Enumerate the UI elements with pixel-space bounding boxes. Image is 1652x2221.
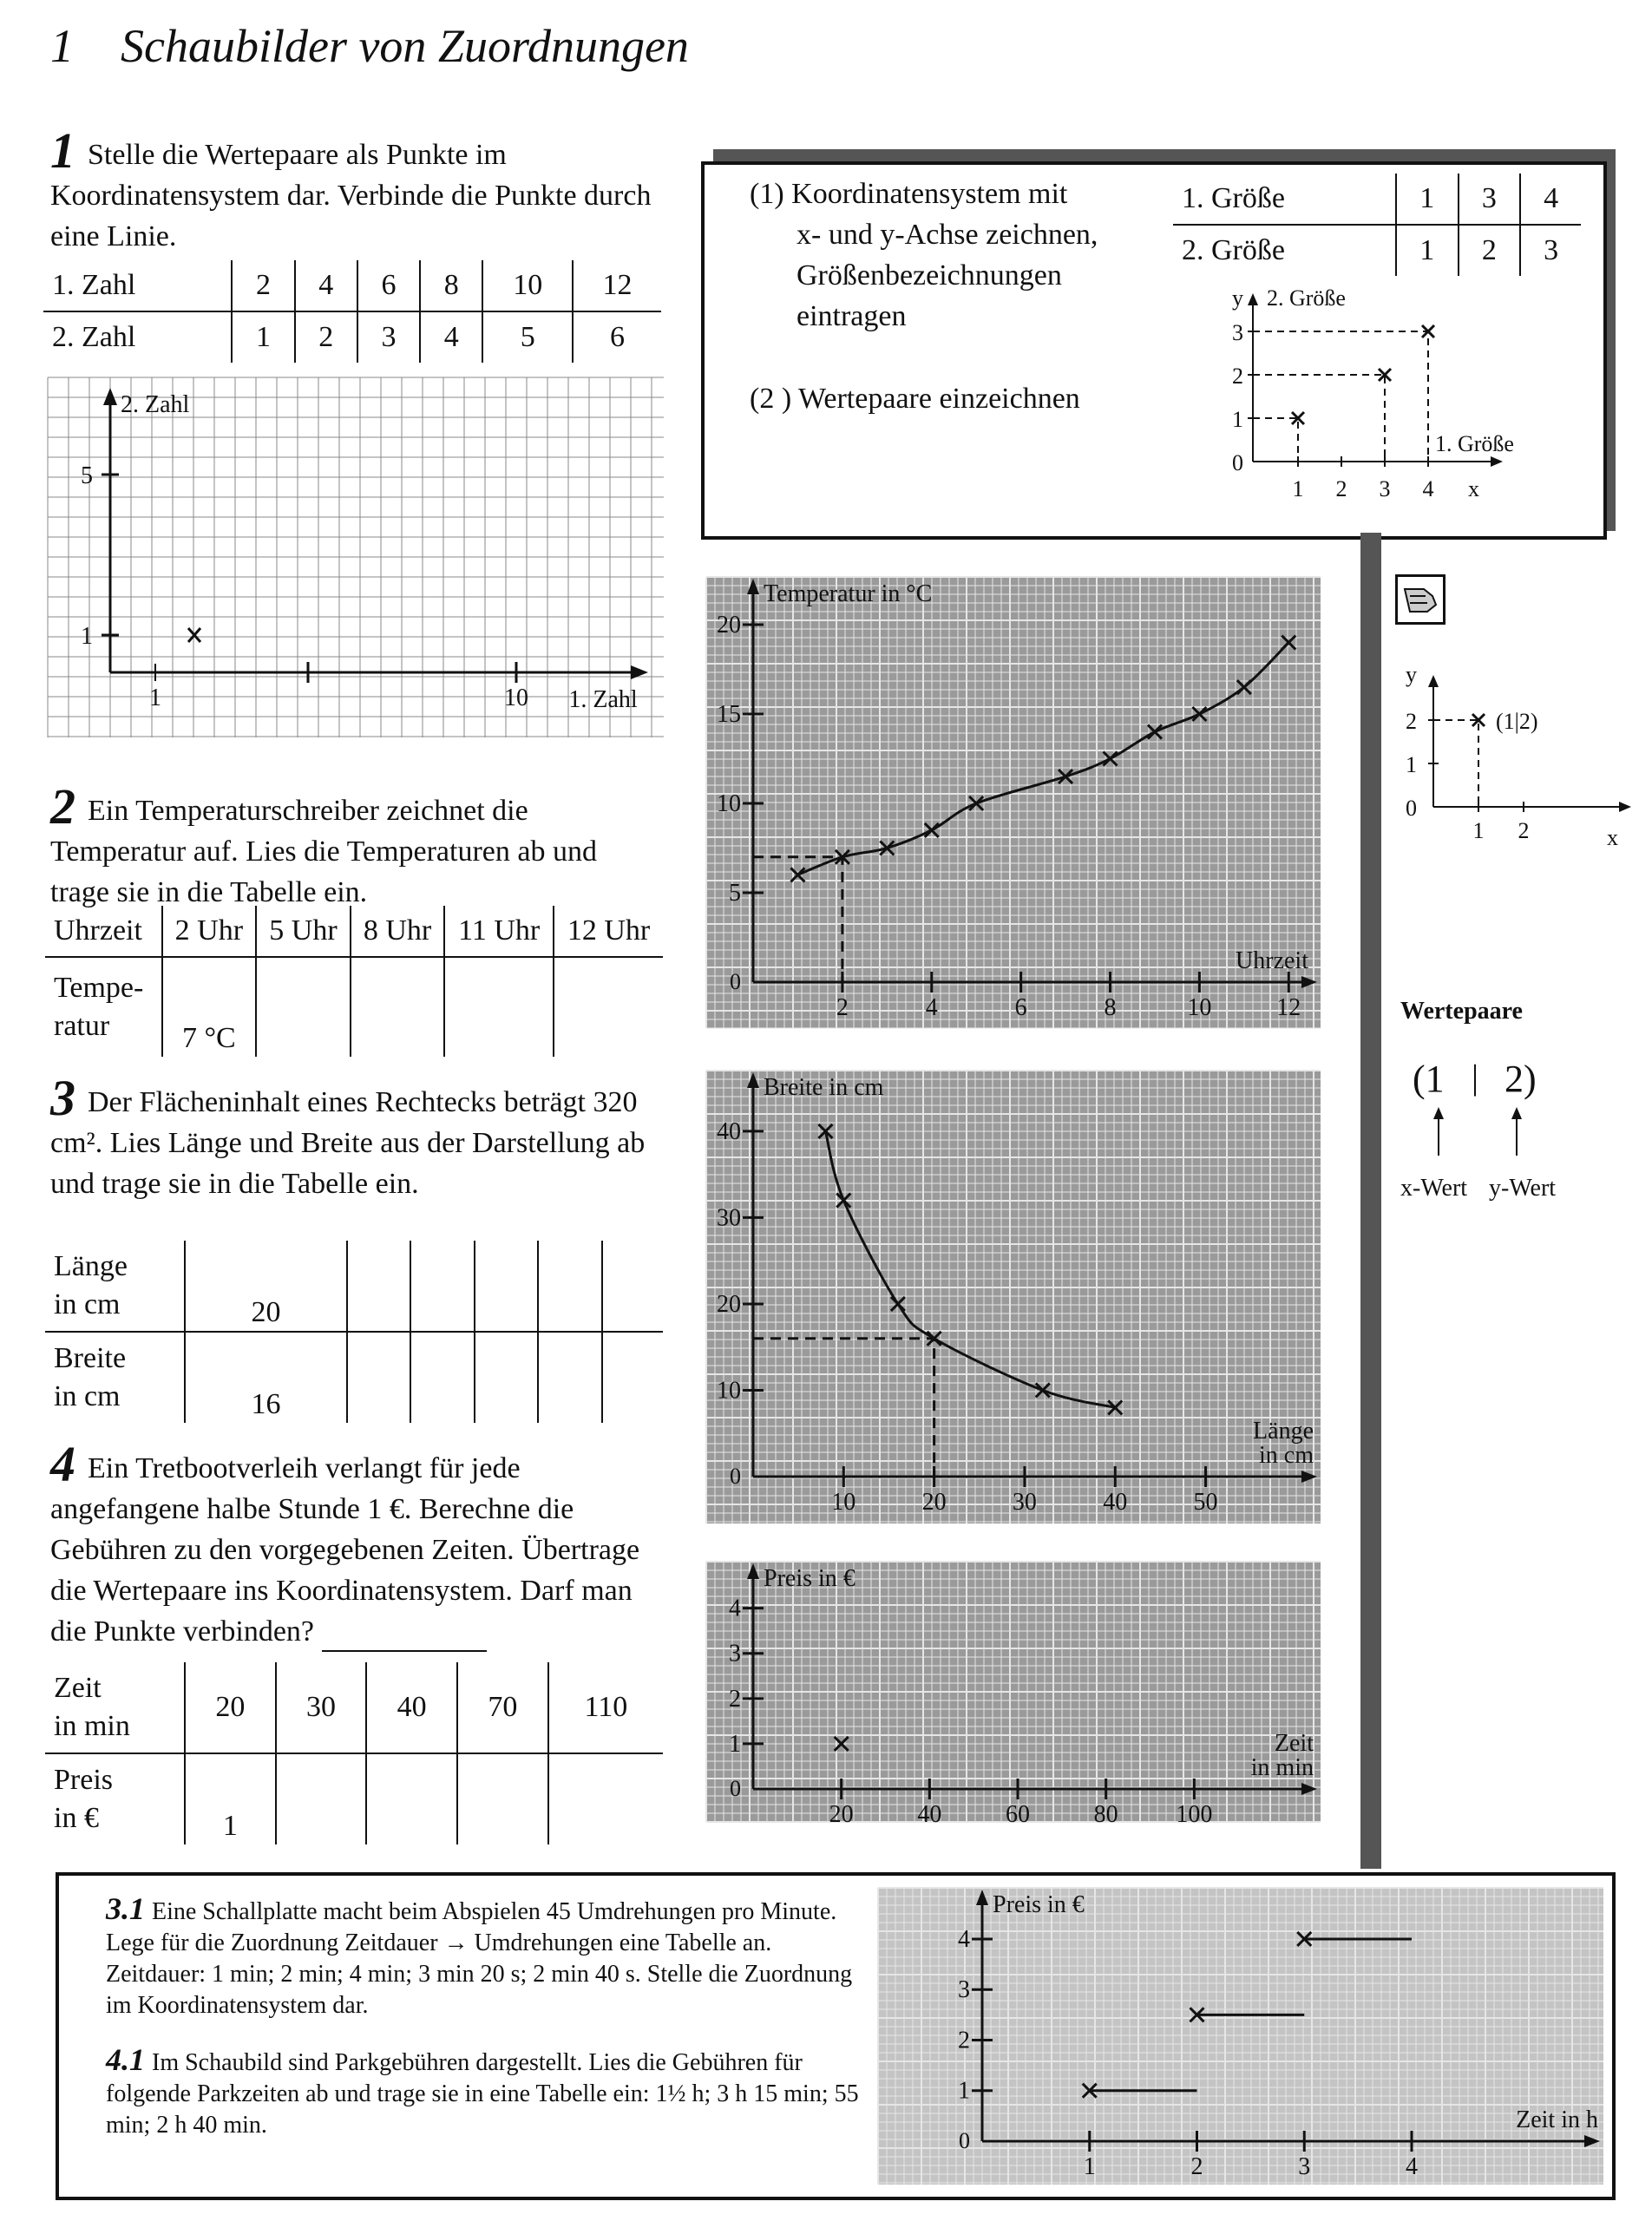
table-cell[interactable]: [444, 957, 554, 1057]
table-cell[interactable]: [554, 957, 663, 1057]
chart-parking: [878, 1888, 1603, 2185]
table-cell: 12 Uhr: [554, 906, 663, 957]
answer-line[interactable]: [322, 1624, 487, 1652]
task3-row1-label: [45, 1241, 185, 1332]
task2-text-block: [50, 778, 658, 913]
task1-text: Stelle die Wertepaare als Punkte im Koordinatensystem dar. Verbinde die Punkte durch eine Linie.: [50, 139, 652, 252]
tick-label: 2: [1232, 364, 1243, 389]
label-line: Zeit: [54, 1672, 102, 1704]
y-value-label: y-Wert: [1489, 1175, 1557, 1202]
label-line: in min: [54, 1710, 130, 1742]
info-box: [701, 161, 1607, 540]
hand-note-icon: [1395, 574, 1446, 625]
tick-label: 3: [958, 1976, 970, 2004]
table-cell: 3: [1459, 174, 1521, 225]
task1-row2-label: 2. Zahl: [52, 321, 136, 353]
x-axis-arrow: [1619, 802, 1631, 812]
pair-separator: |: [1472, 1058, 1479, 1097]
table-cell: 2: [295, 311, 357, 363]
tick-label: 100: [1176, 1801, 1213, 1828]
tick-label: 4: [1406, 2153, 1418, 2180]
info-step1: [750, 174, 1123, 337]
label-line: in cm: [54, 1380, 121, 1412]
table-cell[interactable]: [366, 1753, 457, 1844]
task1-number: 1: [50, 122, 75, 179]
data-point-cross: [188, 628, 200, 642]
text-line: Größenbezeichnungen: [796, 259, 1062, 292]
tick-label: 15: [717, 701, 741, 728]
axis-letter: x: [1468, 476, 1479, 501]
tick-label: 40: [917, 1801, 942, 1828]
axis-letter: y: [1406, 662, 1417, 687]
table-cell[interactable]: [347, 1332, 410, 1423]
y-axis-label: Temperatur in °C: [764, 580, 933, 607]
y-axis-label: Breite in cm: [764, 1074, 884, 1101]
label-line: Tempe-: [54, 972, 144, 1004]
table-cell: 4: [1520, 174, 1581, 225]
tick-label: 40: [1103, 1489, 1128, 1516]
table-cell: 2: [232, 260, 294, 311]
info-row1-label: 1. Größe: [1173, 174, 1396, 225]
tick-label: 4: [1422, 476, 1434, 501]
tick-label: 0: [730, 969, 741, 994]
tick-label: 20: [921, 1489, 947, 1516]
text-line: eintragen: [796, 300, 907, 332]
table-cell: 5 Uhr: [256, 906, 351, 957]
table-cell: 5: [482, 311, 573, 363]
tick-label: 30: [1012, 1489, 1037, 1516]
task3-row2-label: [45, 1332, 185, 1423]
task1-text-block: [50, 122, 658, 257]
table-cell: 6: [357, 260, 420, 311]
table-cell[interactable]: [538, 1332, 601, 1423]
tick-label: 0: [730, 1776, 741, 1801]
chart-temperature: [706, 577, 1321, 1028]
label-line: in cm: [54, 1288, 121, 1320]
tick-label: 2: [958, 2027, 970, 2054]
table-cell: 30: [276, 1662, 367, 1753]
chapter-number: 1: [50, 20, 74, 72]
x-axis-label: Uhrzeit: [1236, 947, 1308, 974]
side-bar: [1360, 533, 1381, 1869]
table-cell[interactable]: [548, 1753, 663, 1844]
tick-label: 50: [1193, 1489, 1218, 1516]
axis-letter: x: [1607, 825, 1618, 850]
table-cell: 3: [357, 311, 420, 363]
tick-label: 10: [1187, 994, 1212, 1021]
table-cell: 1: [1396, 174, 1459, 225]
task2-number: 2: [50, 778, 75, 835]
axis-title: 1. Größe: [1435, 431, 1514, 456]
x-axis-arrow: [1491, 456, 1503, 467]
tick-label: 4: [729, 1595, 741, 1622]
table-cell: 1: [232, 311, 294, 363]
info-mini-graph: [1208, 286, 1590, 529]
task2-row2-label: [45, 957, 162, 1057]
point-label: (1|2): [1496, 709, 1538, 734]
table-cell[interactable]: [410, 1332, 474, 1423]
bottom-task-box: [56, 1872, 1616, 2200]
side-mini-graph: [1388, 659, 1649, 859]
tick-label: 1: [729, 1730, 741, 1758]
y-axis-label: Preis in €: [993, 1891, 1085, 1918]
pair-left: (1: [1413, 1058, 1445, 1100]
tick-label: 0: [959, 2128, 970, 2153]
table-cell: 2: [1459, 225, 1521, 276]
table-cell[interactable]: [475, 1332, 538, 1423]
task4-text-block: [50, 1436, 668, 1652]
chapter-title: Schaubilder von Zuordnungen: [121, 20, 689, 72]
tick-label: 0: [1406, 796, 1417, 821]
tick-label: 20: [717, 1290, 741, 1318]
tick-label: 5: [729, 880, 741, 907]
y-axis-arrow: [1248, 293, 1258, 305]
tick-label: 2: [729, 1685, 741, 1713]
grid-lines: [48, 377, 664, 737]
y-axis-arrow: [1428, 675, 1439, 687]
y-axis-arrow: [103, 388, 117, 405]
tick-label: 12: [1276, 994, 1301, 1021]
task41-number: 4.1: [106, 2042, 145, 2077]
tick-label: 3: [729, 1640, 741, 1667]
chart-boat: [706, 1562, 1321, 1828]
table-cell: 12: [573, 260, 661, 311]
x-axis-label: in min: [1250, 1754, 1314, 1781]
table-cell[interactable]: [347, 1241, 410, 1332]
tick-label: 10: [717, 1377, 741, 1405]
task3-table: [45, 1241, 663, 1423]
table-cell: 8: [420, 260, 482, 311]
x-axis-arrow: [631, 665, 648, 679]
tick-label: 2: [1518, 818, 1530, 843]
label-line: Preis: [54, 1764, 113, 1796]
tick-label: 2: [1406, 709, 1417, 734]
tick-label: 1: [149, 685, 161, 711]
task41-block: [106, 2044, 869, 2141]
table-cell: 40: [366, 1662, 457, 1753]
task31-text: Eine Schallplatte macht beim Abspielen 45 Umdrehungen pro Minute. Lege für die Zuordnung Zeitdauer → Umdrehungen eine Tabelle an. Zeitdauer: 1 min; 2 min; 4 min; 3 min 20 s; 2 min 40 s. Stelle die Zuordnung im Koordinatensystem dar.: [106, 1898, 853, 2019]
table-cell: 6: [573, 311, 661, 363]
page-title: [50, 19, 689, 73]
axis-ticks: [1248, 331, 1428, 467]
tick-label: 3: [1298, 2153, 1311, 2180]
table-cell: 4: [420, 311, 482, 363]
label-line: Breite: [54, 1342, 127, 1374]
table-cell: 10: [482, 260, 573, 311]
task4-row2-label: [45, 1753, 185, 1844]
info-value-table: [1173, 174, 1581, 276]
pair-title: Wertepaare: [1400, 998, 1523, 1025]
task3-number: 3: [50, 1070, 75, 1126]
hand-icon-glyph: [1398, 577, 1443, 622]
info-row2-label: 2. Größe: [1182, 234, 1285, 266]
tick-label: 5: [81, 462, 93, 489]
axis-title: 2. Größe: [1267, 285, 1346, 311]
table-cell[interactable]: [457, 1753, 548, 1844]
tick-label: 60: [1006, 1801, 1030, 1828]
table-cell[interactable]: [475, 1241, 538, 1332]
table-cell: 1: [185, 1753, 276, 1844]
text-line: x- und y-Achse zeichnen,: [796, 219, 1098, 251]
task1-row1-label: 1. Zahl: [43, 260, 232, 311]
x-axis-label: Zeit: [1274, 1730, 1314, 1757]
task2-row1-label: Uhrzeit: [45, 906, 162, 957]
tick-label: 10: [717, 790, 741, 817]
guide-lines: [1253, 331, 1428, 462]
task1-grid[interactable]: [48, 377, 664, 737]
x-axis-label: Zeit in h: [1516, 2106, 1598, 2133]
tick-label: 30: [717, 1204, 741, 1232]
tick-label: 6: [1014, 994, 1027, 1021]
tick-label: 40: [717, 1117, 741, 1145]
table-cell[interactable]: [410, 1241, 474, 1332]
tick-label: 1: [1232, 407, 1243, 432]
task2-table: [45, 906, 663, 1057]
table-cell: 11 Uhr: [444, 906, 554, 957]
table-cell: 7 °C: [162, 957, 257, 1057]
table-cell: 1: [1396, 225, 1459, 276]
table-cell: 2 Uhr: [162, 906, 257, 957]
info-step2: (2 ) Wertepaare einzeichnen: [750, 383, 1080, 415]
axis-letter: y: [1232, 285, 1243, 311]
chart-background: [706, 1071, 1321, 1523]
tick-label: 1: [1472, 818, 1485, 843]
task31-number: 3.1: [106, 1891, 145, 1926]
table-cell: 110: [548, 1662, 663, 1753]
table-cell[interactable]: [602, 1332, 663, 1423]
tick-label: 3: [1232, 320, 1243, 345]
tick-label: 1: [1406, 752, 1417, 777]
tick-label: 10: [504, 685, 528, 711]
task4-text: Ein Tretbootverleih verlangt für jede angefangene halbe Stunde 1 €. Berechne die Gebühren zu den vorgegebenen Zeiten. Übertrage die Wertepaare ins Koordinatensystem. Darf man die Punkte verbinden?: [50, 1452, 640, 1648]
table-cell: 20: [185, 1241, 347, 1332]
table-cell: 8 Uhr: [351, 906, 445, 957]
label-line: in €: [54, 1802, 99, 1834]
table-cell[interactable]: [538, 1241, 601, 1332]
tick-label: 2: [1190, 2153, 1203, 2180]
x-axis-label: in cm: [1259, 1442, 1314, 1469]
table-cell: 70: [457, 1662, 548, 1753]
table-cell[interactable]: [256, 957, 351, 1057]
task3-text: Der Flächeninhalt eines Rechtecks beträgt 320 cm². Lies Länge und Breite aus der Darstellung ab und trage sie in die Tabelle ein.: [50, 1086, 646, 1200]
tick-label: 1: [81, 623, 93, 650]
label-line: Länge: [54, 1250, 128, 1282]
tick-label: 4: [925, 994, 938, 1021]
table-cell[interactable]: [602, 1241, 663, 1332]
table-cell: 20: [185, 1662, 276, 1753]
chart-rectangle: [706, 1071, 1321, 1523]
table-cell: 4: [295, 260, 357, 311]
task4-row1-label: [45, 1662, 185, 1753]
task3-text-block: [50, 1070, 658, 1204]
tick-label: 20: [829, 1801, 854, 1828]
tick-label: 0: [1232, 450, 1243, 475]
task2-text: Ein Temperaturschreiber zeichnet die Temperatur auf. Lies die Temperaturen ab und trage sie in die Tabelle ein.: [50, 795, 597, 908]
task31-block: [106, 1893, 869, 2021]
table-cell[interactable]: [276, 1753, 367, 1844]
tick-label: 8: [1104, 994, 1117, 1021]
tick-label: 3: [1379, 476, 1391, 501]
tick-label: 4: [958, 1925, 970, 1953]
table-cell: 16: [185, 1332, 347, 1423]
label-line: ratur: [54, 1010, 110, 1042]
y-axis-label: 2. Zahl: [121, 391, 190, 418]
tick-label: 1: [1292, 476, 1304, 501]
x-value-label: x-Wert: [1400, 1175, 1468, 1202]
tick-label: 2: [836, 994, 849, 1021]
tick-label: 1: [1083, 2153, 1096, 2180]
text-line: (1) Koordinatensystem mit: [750, 178, 1068, 210]
task1-value-table: [43, 260, 661, 363]
task4-number: 4: [50, 1436, 75, 1492]
pair-right: 2): [1504, 1058, 1537, 1100]
tick-label: 20: [717, 612, 741, 639]
tick-label: 0: [730, 1464, 741, 1489]
tick-label: 1: [958, 2077, 970, 2105]
x-axis-label: 1. Zahl: [568, 686, 638, 713]
task4-table: [45, 1662, 663, 1844]
guide-lines: [1433, 720, 1478, 807]
table-cell: 3: [1520, 225, 1581, 276]
y-axis-label: Preis in €: [764, 1565, 856, 1592]
x-axis-label: Länge: [1253, 1418, 1314, 1445]
table-cell[interactable]: [351, 957, 445, 1057]
tick-label: 2: [1335, 476, 1347, 501]
tick-label: 80: [1093, 1801, 1118, 1828]
tick-label: 10: [831, 1489, 856, 1516]
task41-text: Im Schaubild sind Parkgebühren dargestellt. Lies die Gebühren für folgende Parkzeiten ab und trage sie in eine Tabelle ein: 1½ h; 3 h 15 min; 55 min; 2 h 40 min.: [106, 2049, 859, 2139]
pair-arrows: [1423, 1104, 1544, 1164]
